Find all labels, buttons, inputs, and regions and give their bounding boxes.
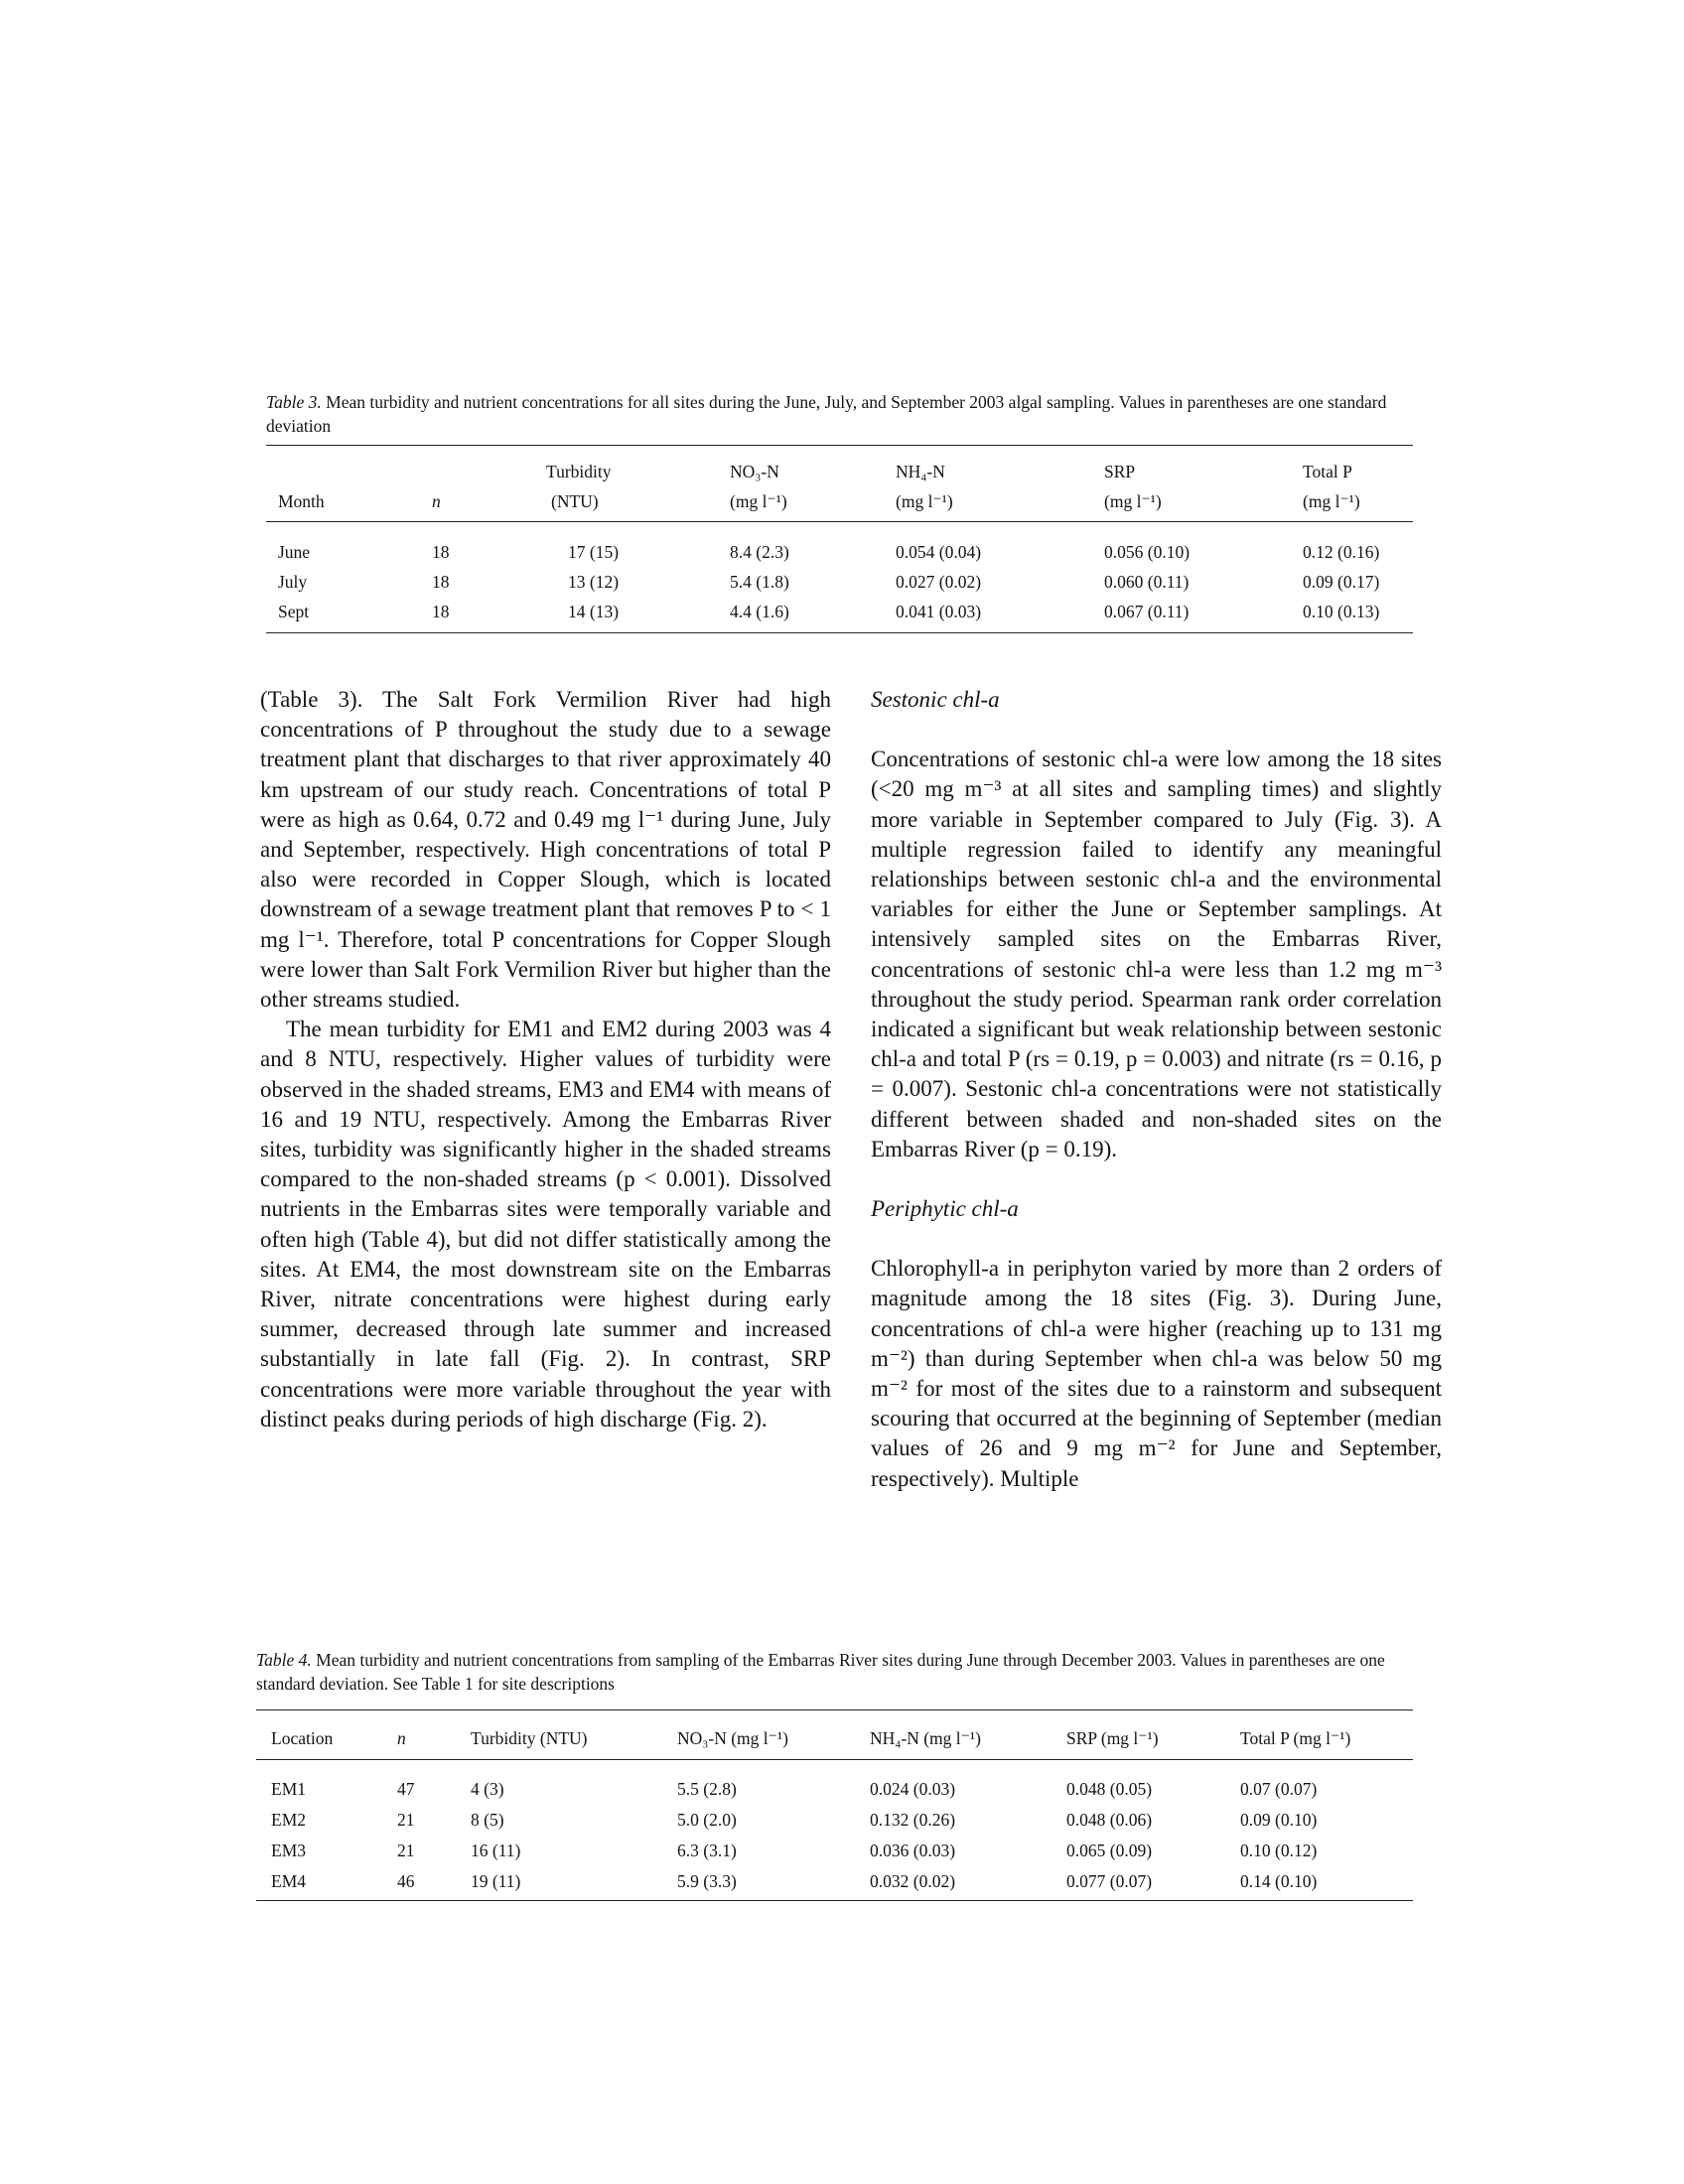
table3-label: Table 3. [266, 392, 322, 412]
t4-head-location: Location [271, 1728, 334, 1748]
table-row [266, 533, 1413, 563]
table-row [256, 1831, 1413, 1861]
table-row [256, 1861, 1413, 1892]
table4-bottom-rule [256, 1900, 1413, 1901]
t3-cell-srp: 0.060 (0.11) [1104, 572, 1190, 592]
t3-cell-turbidity: 13 (12) [568, 572, 620, 592]
t3-cell-month: Sept [278, 602, 310, 621]
table-row [266, 563, 1413, 593]
t3-head-no3-unit: (mg l⁻¹) [730, 491, 787, 511]
t4-cell-nh4: 0.036 (0.03) [870, 1841, 956, 1860]
t3-head-n: n [432, 491, 441, 511]
t4-cell-totalp: 0.07 (0.07) [1240, 1779, 1318, 1799]
t4-head-turbidity: Turbidity (NTU) [471, 1728, 588, 1748]
t4-cell-n: 46 [397, 1871, 415, 1891]
t3-head-nh4-unit: (mg l⁻¹) [896, 491, 953, 511]
t4-cell-nh4: 0.032 (0.02) [870, 1871, 956, 1891]
t3-cell-month: July [278, 572, 308, 592]
t4-head-nh4: NH₄-N (mg l⁻¹) [870, 1728, 981, 1748]
t3-head-srp-unit: (mg l⁻¹) [1104, 491, 1162, 511]
t4-cell-srp: 0.048 (0.05) [1066, 1779, 1153, 1799]
t3-head-totalp-unit: (mg l⁻¹) [1303, 491, 1360, 511]
table3-caption-text: Mean turbidity and nutrient concentrations for all sites during the June, July, and September 2003 algal sampling. Values in parentheses are one standard deviation [266, 392, 1387, 436]
t4-cell-nh4: 0.024 (0.03) [870, 1779, 956, 1799]
t4-cell-location: EM1 [271, 1779, 306, 1799]
left-paragraph-2: The mean turbidity for EM1 and EM2 during 2003 was 4 and 8 NTU, respectively. Higher values of turbidity were observed in the shaded streams, EM3 and EM4 with means of 16 and 19 NTU, respectively. Among the Embarras River sites, turbidity was significantly higher in the shaded streams compared to the non-shaded streams (p < 0.001). Dissolved nutrients in the Embarras sites were temporally variable and often high (Table 4), but did not differ statistically among the sites. At EM4, the most downstream site on the Embarras River, nitrate concentrations were highest during early summer, decreased through late summer and increased substantially in late fall (Fig. 2). In contrast, SRP concentrations were more variable throughout the year with distinct peaks during periods of high discharge (Fig. 2). [260, 1017, 831, 1432]
table-row [256, 1800, 1413, 1831]
t4-cell-turbidity: 16 (11) [471, 1841, 521, 1860]
table3-mid-rule [266, 521, 1413, 522]
t3-head-month: Month [278, 491, 325, 511]
t3-head-no3: NO₃-N [730, 462, 779, 481]
t4-cell-n: 21 [397, 1810, 415, 1830]
t3-cell-nh4: 0.054 (0.04) [896, 542, 982, 562]
table-row [256, 1769, 1413, 1800]
t4-cell-totalp: 0.14 (0.10) [1240, 1871, 1318, 1891]
t4-cell-srp: 0.048 (0.06) [1066, 1810, 1153, 1830]
t3-cell-no3: 8.4 (2.3) [730, 542, 789, 562]
t4-head-srp: SRP (mg l⁻¹) [1066, 1728, 1159, 1748]
t3-cell-totalp: 0.12 (0.16) [1303, 542, 1380, 562]
t4-cell-no3: 6.3 (3.1) [677, 1841, 737, 1860]
t4-cell-nh4: 0.132 (0.26) [870, 1810, 956, 1830]
t3-head-totalp: Total P [1303, 462, 1352, 481]
table4-caption-text: Mean turbidity and nutrient concentrations from sampling of the Embarras River sites during June through December 2003. Values in parentheses are one standard deviation. See Table 1 for site descriptions [256, 1650, 1385, 1694]
table3-bottom-rule [266, 632, 1413, 633]
t3-cell-totalp: 0.09 (0.17) [1303, 572, 1380, 592]
t4-cell-turbidity: 4 (3) [471, 1779, 504, 1799]
section-heading-sestonic: Sestonic chl-a [871, 687, 1000, 712]
t3-cell-no3: 4.4 (1.6) [730, 602, 789, 621]
t3-cell-n: 18 [432, 602, 450, 621]
t4-head-totalp: Total P (mg l⁻¹) [1240, 1728, 1351, 1748]
t4-cell-srp: 0.065 (0.09) [1066, 1841, 1153, 1860]
t4-cell-n: 21 [397, 1841, 415, 1860]
table3-body [266, 533, 1413, 622]
t4-cell-location: EM3 [271, 1841, 306, 1860]
table4-caption [256, 1648, 1413, 1696]
t4-cell-totalp: 0.10 (0.12) [1240, 1841, 1318, 1860]
t3-head-turbidity: Turbidity [546, 462, 612, 481]
t4-cell-no3: 5.0 (2.0) [677, 1810, 737, 1830]
t3-cell-totalp: 0.10 (0.13) [1303, 602, 1380, 621]
t3-cell-turbidity: 14 (13) [568, 602, 620, 621]
t4-cell-location: EM4 [271, 1871, 306, 1891]
table4-body [256, 1769, 1413, 1892]
t3-cell-nh4: 0.041 (0.03) [896, 602, 982, 621]
t4-cell-no3: 5.9 (3.3) [677, 1871, 737, 1891]
t3-cell-n: 18 [432, 572, 450, 592]
table4-header [256, 1719, 1413, 1749]
table3-header [266, 455, 1413, 512]
left-column [260, 685, 831, 1434]
table4-label: Table 4. [256, 1650, 312, 1670]
t3-cell-month: June [278, 542, 311, 562]
t4-cell-turbidity: 8 (5) [471, 1810, 504, 1830]
t3-cell-srp: 0.067 (0.11) [1104, 602, 1190, 621]
table-row [266, 593, 1413, 622]
t3-head-nh4: NH₄-N [896, 462, 945, 481]
t3-cell-turbidity: 17 (15) [568, 542, 620, 562]
t3-head-turbidity-unit: (NTU) [551, 491, 599, 511]
t4-cell-no3: 5.5 (2.8) [677, 1779, 737, 1799]
right-column [871, 685, 1442, 1494]
t3-cell-nh4: 0.027 (0.02) [896, 572, 982, 592]
t4-cell-location: EM2 [271, 1810, 306, 1830]
right-paragraph-2: Chlorophyll-a in periphyton varied by more than 2 orders of magnitude among the 18 sites (Fig. 3). During June, concentrations of chl-a were higher (reaching up to 131 mg m⁻²) than during September when chl-a was below 50 mg m⁻² for most of the sites due to a rainstorm and subsequent scouring that occurred at the beginning of September (median values of 26 and 9 mg m⁻² for June and September, respectively). Multiple [871, 1256, 1442, 1491]
t4-head-no3: NO₃-N (mg l⁻¹) [677, 1728, 788, 1748]
t4-cell-n: 47 [397, 1779, 415, 1799]
t3-cell-no3: 5.4 (1.8) [730, 572, 789, 592]
t3-cell-n: 18 [432, 542, 450, 562]
section-heading-periphytic: Periphytic chl-a [871, 1196, 1019, 1222]
table4-mid-rule [256, 1759, 1413, 1760]
t4-cell-srp: 0.077 (0.07) [1066, 1871, 1153, 1891]
t4-cell-totalp: 0.09 (0.10) [1240, 1810, 1318, 1830]
table3-caption [266, 390, 1413, 438]
t4-head-n: n [397, 1728, 406, 1748]
t3-cell-srp: 0.056 (0.10) [1104, 542, 1191, 562]
table3-top-rule [266, 445, 1413, 446]
left-paragraph-1: (Table 3). The Salt Fork Vermilion River had high concentrations of P throughout the study due to a sewage treatment plant that discharges to that river approximately 40 km upstream of our study reach. Concentrations of total P were as high as 0.64, 0.72 and 0.49 mg l⁻¹ during June, July and September, respectively. High concentrations of total P also were recorded in Copper Slough, which is located downstream of a sewage treatment plant that removes P to < 1 mg l⁻¹. Therefore, total P concentrations for Copper Slough were lower than Salt Fork Vermilion River but higher than the other streams studied. [260, 687, 831, 1013]
right-paragraph-1: Concentrations of sestonic chl-a were low among the 18 sites (<20 mg m⁻³ at all sites and sampling times) and slightly more variable in September compared to July (Fig. 3). A multiple regression failed to identify any meaningful relationships between sestonic chl-a and the environmental variables for either the June or September samplings. At intensively sampled sites on the Embarras River, concentrations of sestonic chl-a were less than 1.2 mg m⁻³ throughout the study period. Spearman rank order correlation indicated a significant but weak relationship between sestonic chl-a and total P (rs = 0.19, p = 0.003) and nitrate (rs = 0.16, p = 0.007). Sestonic chl-a concentrations were not statistically different between shaded and non-shaded sites on the Embarras River (p = 0.19). [871, 747, 1442, 1161]
table4-top-rule [256, 1709, 1413, 1710]
t4-cell-turbidity: 19 (11) [471, 1871, 521, 1891]
t3-head-srp: SRP [1104, 462, 1136, 481]
